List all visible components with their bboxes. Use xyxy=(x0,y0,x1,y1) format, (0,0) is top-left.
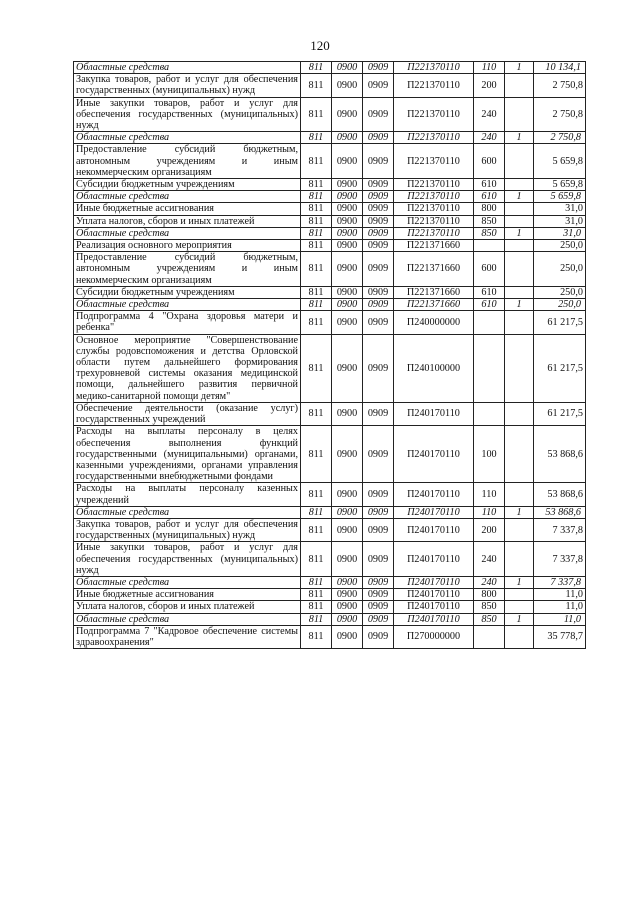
cell-section: 0900 xyxy=(332,589,363,601)
table-row xyxy=(74,62,586,74)
cell-name: Основное мероприятие "Совершенствование службы родовспоможения и детства Орловской области путем дальнейшего формирования трехуровневой системы оказания медицинской помощи, дальнейшего развития первичной медико-санитарной помощи детям" xyxy=(74,334,301,402)
cell-target-article: П221371660 xyxy=(394,299,474,311)
cell-funding-source xyxy=(505,589,534,601)
cell-expense-type: 110 xyxy=(474,483,505,506)
cell-name: Субсидии бюджетным учреждениям xyxy=(74,286,301,298)
cell-amount: 61 217,5 xyxy=(534,402,586,425)
cell-section: 0900 xyxy=(332,191,363,203)
cell-section: 0900 xyxy=(332,518,363,541)
cell-name: Расходы на выплаты персоналу казенных учреждений xyxy=(74,483,301,506)
cell-expense-type: 600 xyxy=(474,252,505,287)
cell-funding-source xyxy=(505,203,534,215)
table-row xyxy=(74,426,586,483)
cell-funding-source xyxy=(505,601,534,613)
cell-target-article: П221371660 xyxy=(394,252,474,287)
cell-funding-source xyxy=(505,334,534,402)
cell-name: Областные средства xyxy=(74,299,301,311)
cell-name: Закупка товаров, работ и услуг для обеспечения государственных (муниципальных) нужд xyxy=(74,74,301,97)
cell-target-article: П221370110 xyxy=(394,132,474,144)
cell-target-article: П240170110 xyxy=(394,613,474,625)
cell-subsection: 0909 xyxy=(363,203,394,215)
cell-target-article: П221370110 xyxy=(394,215,474,227)
cell-amount: 10 134,1 xyxy=(534,62,586,74)
cell-funding-source: 1 xyxy=(505,613,534,625)
cell-amount: 61 217,5 xyxy=(534,311,586,334)
cell-target-article: П240170110 xyxy=(394,426,474,483)
cell-name: Субсидии бюджетным учреждениям xyxy=(74,179,301,191)
cell-department: 811 xyxy=(301,252,332,287)
cell-section: 0900 xyxy=(332,483,363,506)
cell-amount: 7 337,8 xyxy=(534,576,586,588)
cell-amount: 5 659,8 xyxy=(534,191,586,203)
cell-name: Областные средства xyxy=(74,613,301,625)
cell-expense-type xyxy=(474,311,505,334)
cell-department: 811 xyxy=(301,299,332,311)
cell-name: Областные средства xyxy=(74,506,301,518)
cell-target-article: П221370110 xyxy=(394,179,474,191)
cell-funding-source xyxy=(505,215,534,227)
cell-department: 811 xyxy=(301,506,332,518)
cell-expense-type: 610 xyxy=(474,299,505,311)
cell-expense-type: 200 xyxy=(474,74,505,97)
cell-subsection: 0909 xyxy=(363,576,394,588)
cell-expense-type: 110 xyxy=(474,62,505,74)
cell-amount: 2 750,8 xyxy=(534,74,586,97)
cell-subsection: 0909 xyxy=(363,286,394,298)
cell-name: Предоставление субсидий бюджетным, автономным учреждениям и иным некоммерческим организациям xyxy=(74,144,301,179)
cell-expense-type: 600 xyxy=(474,144,505,179)
cell-department: 811 xyxy=(301,601,332,613)
cell-funding-source xyxy=(505,240,534,252)
cell-expense-type: 240 xyxy=(474,132,505,144)
cell-amount: 11,0 xyxy=(534,601,586,613)
cell-department: 811 xyxy=(301,542,332,577)
cell-name: Иные бюджетные ассигнования xyxy=(74,203,301,215)
table-row xyxy=(74,311,586,334)
cell-section: 0900 xyxy=(332,97,363,132)
cell-department: 811 xyxy=(301,426,332,483)
cell-section: 0900 xyxy=(332,613,363,625)
cell-subsection: 0909 xyxy=(363,483,394,506)
cell-section: 0900 xyxy=(332,426,363,483)
cell-name: Обеспечение деятельности (оказание услуг) государственных учреждений xyxy=(74,402,301,425)
cell-amount: 250,0 xyxy=(534,286,586,298)
cell-subsection: 0909 xyxy=(363,97,394,132)
cell-amount: 53 868,6 xyxy=(534,426,586,483)
table-row xyxy=(74,518,586,541)
cell-subsection: 0909 xyxy=(363,542,394,577)
cell-section: 0900 xyxy=(332,252,363,287)
cell-target-article: П221370110 xyxy=(394,144,474,179)
cell-target-article: П240170110 xyxy=(394,483,474,506)
cell-subsection: 0909 xyxy=(363,132,394,144)
cell-section: 0900 xyxy=(332,179,363,191)
cell-department: 811 xyxy=(301,402,332,425)
cell-subsection: 0909 xyxy=(363,589,394,601)
cell-expense-type: 100 xyxy=(474,426,505,483)
cell-name: Уплата налогов, сборов и иных платежей xyxy=(74,601,301,613)
table-row xyxy=(74,97,586,132)
cell-subsection: 0909 xyxy=(363,402,394,425)
table-row xyxy=(74,179,586,191)
cell-target-article: П221370110 xyxy=(394,62,474,74)
cell-expense-type: 800 xyxy=(474,203,505,215)
cell-funding-source: 1 xyxy=(505,576,534,588)
cell-target-article: П240170110 xyxy=(394,402,474,425)
cell-amount: 7 337,8 xyxy=(534,542,586,577)
cell-department: 811 xyxy=(301,215,332,227)
cell-funding-source xyxy=(505,311,534,334)
cell-funding-source xyxy=(505,97,534,132)
table-body xyxy=(74,62,586,649)
cell-section: 0900 xyxy=(332,132,363,144)
cell-section: 0900 xyxy=(332,286,363,298)
cell-section: 0900 xyxy=(332,240,363,252)
cell-expense-type xyxy=(474,334,505,402)
cell-subsection: 0909 xyxy=(363,601,394,613)
cell-name: Уплата налогов, сборов и иных платежей xyxy=(74,215,301,227)
cell-funding-source: 1 xyxy=(505,132,534,144)
cell-name: Областные средства xyxy=(74,132,301,144)
cell-department: 811 xyxy=(301,191,332,203)
cell-amount: 250,0 xyxy=(534,240,586,252)
cell-funding-source: 1 xyxy=(505,227,534,239)
cell-expense-type: 200 xyxy=(474,518,505,541)
cell-subsection: 0909 xyxy=(363,518,394,541)
cell-funding-source xyxy=(505,74,534,97)
cell-amount: 2 750,8 xyxy=(534,97,586,132)
cell-subsection: 0909 xyxy=(363,613,394,625)
cell-section: 0900 xyxy=(332,334,363,402)
cell-target-article: П221370110 xyxy=(394,97,474,132)
cell-section: 0900 xyxy=(332,203,363,215)
cell-target-article: П221370110 xyxy=(394,74,474,97)
cell-target-article: П221370110 xyxy=(394,227,474,239)
table-row xyxy=(74,203,586,215)
cell-department: 811 xyxy=(301,144,332,179)
cell-subsection: 0909 xyxy=(363,252,394,287)
cell-department: 811 xyxy=(301,334,332,402)
table-row xyxy=(74,402,586,425)
cell-funding-source xyxy=(505,483,534,506)
cell-subsection: 0909 xyxy=(363,311,394,334)
cell-funding-source xyxy=(505,144,534,179)
cell-section: 0900 xyxy=(332,299,363,311)
cell-name: Областные средства xyxy=(74,576,301,588)
cell-target-article: П240170110 xyxy=(394,601,474,613)
cell-section: 0900 xyxy=(332,506,363,518)
cell-target-article: П221370110 xyxy=(394,191,474,203)
cell-department: 811 xyxy=(301,240,332,252)
cell-expense-type xyxy=(474,402,505,425)
cell-expense-type: 850 xyxy=(474,601,505,613)
cell-expense-type: 610 xyxy=(474,191,505,203)
cell-name: Иные закупки товаров, работ и услуг для обеспечения государственных (муниципальных) нужд xyxy=(74,97,301,132)
cell-subsection: 0909 xyxy=(363,179,394,191)
cell-section: 0900 xyxy=(332,144,363,179)
cell-department: 811 xyxy=(301,227,332,239)
cell-funding-source: 1 xyxy=(505,62,534,74)
cell-section: 0900 xyxy=(332,601,363,613)
table-row xyxy=(74,74,586,97)
table-row xyxy=(74,132,586,144)
cell-amount: 53 868,6 xyxy=(534,483,586,506)
cell-expense-type xyxy=(474,625,505,648)
cell-funding-source xyxy=(505,402,534,425)
cell-department: 811 xyxy=(301,132,332,144)
cell-target-article: П240170110 xyxy=(394,506,474,518)
cell-amount: 11,0 xyxy=(534,613,586,625)
cell-subsection: 0909 xyxy=(363,426,394,483)
cell-name: Областные средства xyxy=(74,227,301,239)
page-number: 120 xyxy=(310,38,330,53)
cell-target-article: П270000000 xyxy=(394,625,474,648)
cell-expense-type: 610 xyxy=(474,286,505,298)
cell-target-article: П221371660 xyxy=(394,240,474,252)
cell-name: Реализация основного мероприятия xyxy=(74,240,301,252)
cell-amount: 61 217,5 xyxy=(534,334,586,402)
cell-subsection: 0909 xyxy=(363,506,394,518)
table-row xyxy=(74,215,586,227)
cell-amount: 250,0 xyxy=(534,252,586,287)
table-row xyxy=(74,286,586,298)
cell-amount: 7 337,8 xyxy=(534,518,586,541)
cell-name: Иные бюджетные ассигнования xyxy=(74,589,301,601)
cell-amount: 2 750,8 xyxy=(534,132,586,144)
cell-expense-type: 240 xyxy=(474,97,505,132)
budget-table xyxy=(73,61,586,649)
cell-name: Расходы на выплаты персоналу в целях обеспечения выполнения функций государственными (муниципальными) органами, казенными учреждениями, органами управления государственными внебюджетными фондами xyxy=(74,426,301,483)
cell-subsection: 0909 xyxy=(363,74,394,97)
cell-funding-source xyxy=(505,179,534,191)
cell-target-article: П240170110 xyxy=(394,576,474,588)
cell-amount: 5 659,8 xyxy=(534,144,586,179)
table-row xyxy=(74,240,586,252)
cell-section: 0900 xyxy=(332,402,363,425)
cell-target-article: П240170110 xyxy=(394,589,474,601)
cell-funding-source xyxy=(505,518,534,541)
table-row xyxy=(74,483,586,506)
cell-department: 811 xyxy=(301,203,332,215)
cell-funding-source xyxy=(505,625,534,648)
cell-funding-source xyxy=(505,542,534,577)
cell-section: 0900 xyxy=(332,62,363,74)
cell-expense-type: 850 xyxy=(474,215,505,227)
cell-department: 811 xyxy=(301,74,332,97)
cell-subsection: 0909 xyxy=(363,625,394,648)
cell-funding-source xyxy=(505,286,534,298)
cell-funding-source xyxy=(505,426,534,483)
cell-amount: 250,0 xyxy=(534,299,586,311)
table-row xyxy=(74,299,586,311)
cell-funding-source: 1 xyxy=(505,191,534,203)
cell-department: 811 xyxy=(301,576,332,588)
cell-department: 811 xyxy=(301,483,332,506)
cell-subsection: 0909 xyxy=(363,227,394,239)
cell-section: 0900 xyxy=(332,215,363,227)
table-row xyxy=(74,589,586,601)
cell-subsection: 0909 xyxy=(363,334,394,402)
cell-name: Подпрограмма 7 "Кадровое обеспечение системы здравоохранения" xyxy=(74,625,301,648)
table-row xyxy=(74,227,586,239)
cell-department: 811 xyxy=(301,62,332,74)
cell-name: Подпрограмма 4 "Охрана здоровья матери и ребенка" xyxy=(74,311,301,334)
cell-subsection: 0909 xyxy=(363,299,394,311)
cell-section: 0900 xyxy=(332,576,363,588)
cell-department: 811 xyxy=(301,286,332,298)
cell-department: 811 xyxy=(301,518,332,541)
table-row xyxy=(74,191,586,203)
cell-subsection: 0909 xyxy=(363,240,394,252)
table-row xyxy=(74,144,586,179)
cell-target-article: П240000000 xyxy=(394,311,474,334)
cell-expense-type: 240 xyxy=(474,576,505,588)
cell-funding-source: 1 xyxy=(505,506,534,518)
cell-name: Закупка товаров, работ и услуг для обеспечения государственных (муниципальных) нужд xyxy=(74,518,301,541)
table-row xyxy=(74,601,586,613)
cell-amount: 31,0 xyxy=(534,227,586,239)
cell-target-article: П221370110 xyxy=(394,203,474,215)
cell-expense-type: 610 xyxy=(474,179,505,191)
cell-expense-type: 850 xyxy=(474,227,505,239)
cell-funding-source xyxy=(505,252,534,287)
cell-department: 811 xyxy=(301,97,332,132)
cell-section: 0900 xyxy=(332,311,363,334)
table-row xyxy=(74,576,586,588)
table-row xyxy=(74,252,586,287)
cell-amount: 31,0 xyxy=(534,215,586,227)
cell-target-article: П240170110 xyxy=(394,518,474,541)
cell-name: Областные средства xyxy=(74,191,301,203)
cell-section: 0900 xyxy=(332,542,363,577)
table-row xyxy=(74,613,586,625)
table-row xyxy=(74,334,586,402)
table-row xyxy=(74,506,586,518)
cell-funding-source: 1 xyxy=(505,299,534,311)
cell-department: 811 xyxy=(301,179,332,191)
cell-subsection: 0909 xyxy=(363,215,394,227)
cell-target-article: П240100000 xyxy=(394,334,474,402)
cell-amount: 5 659,8 xyxy=(534,179,586,191)
cell-expense-type: 240 xyxy=(474,542,505,577)
cell-amount: 31,0 xyxy=(534,203,586,215)
cell-name: Иные закупки товаров, работ и услуг для обеспечения государственных (муниципальных) нужд xyxy=(74,542,301,577)
cell-expense-type: 110 xyxy=(474,506,505,518)
table-row xyxy=(74,542,586,577)
cell-section: 0900 xyxy=(332,74,363,97)
cell-expense-type: 800 xyxy=(474,589,505,601)
cell-amount: 35 778,7 xyxy=(534,625,586,648)
cell-name: Областные средства xyxy=(74,62,301,74)
cell-amount: 11,0 xyxy=(534,589,586,601)
cell-subsection: 0909 xyxy=(363,62,394,74)
cell-expense-type xyxy=(474,240,505,252)
cell-target-article: П240170110 xyxy=(394,542,474,577)
cell-expense-type: 850 xyxy=(474,613,505,625)
cell-subsection: 0909 xyxy=(363,191,394,203)
table-row xyxy=(74,625,586,648)
cell-department: 811 xyxy=(301,311,332,334)
cell-subsection: 0909 xyxy=(363,144,394,179)
cell-section: 0900 xyxy=(332,227,363,239)
cell-department: 811 xyxy=(301,625,332,648)
cell-target-article: П221371660 xyxy=(394,286,474,298)
cell-amount: 53 868,6 xyxy=(534,506,586,518)
cell-department: 811 xyxy=(301,613,332,625)
cell-name: Предоставление субсидий бюджетным, автономным учреждениям и иным некоммерческим организациям xyxy=(74,252,301,287)
cell-section: 0900 xyxy=(332,625,363,648)
cell-department: 811 xyxy=(301,589,332,601)
